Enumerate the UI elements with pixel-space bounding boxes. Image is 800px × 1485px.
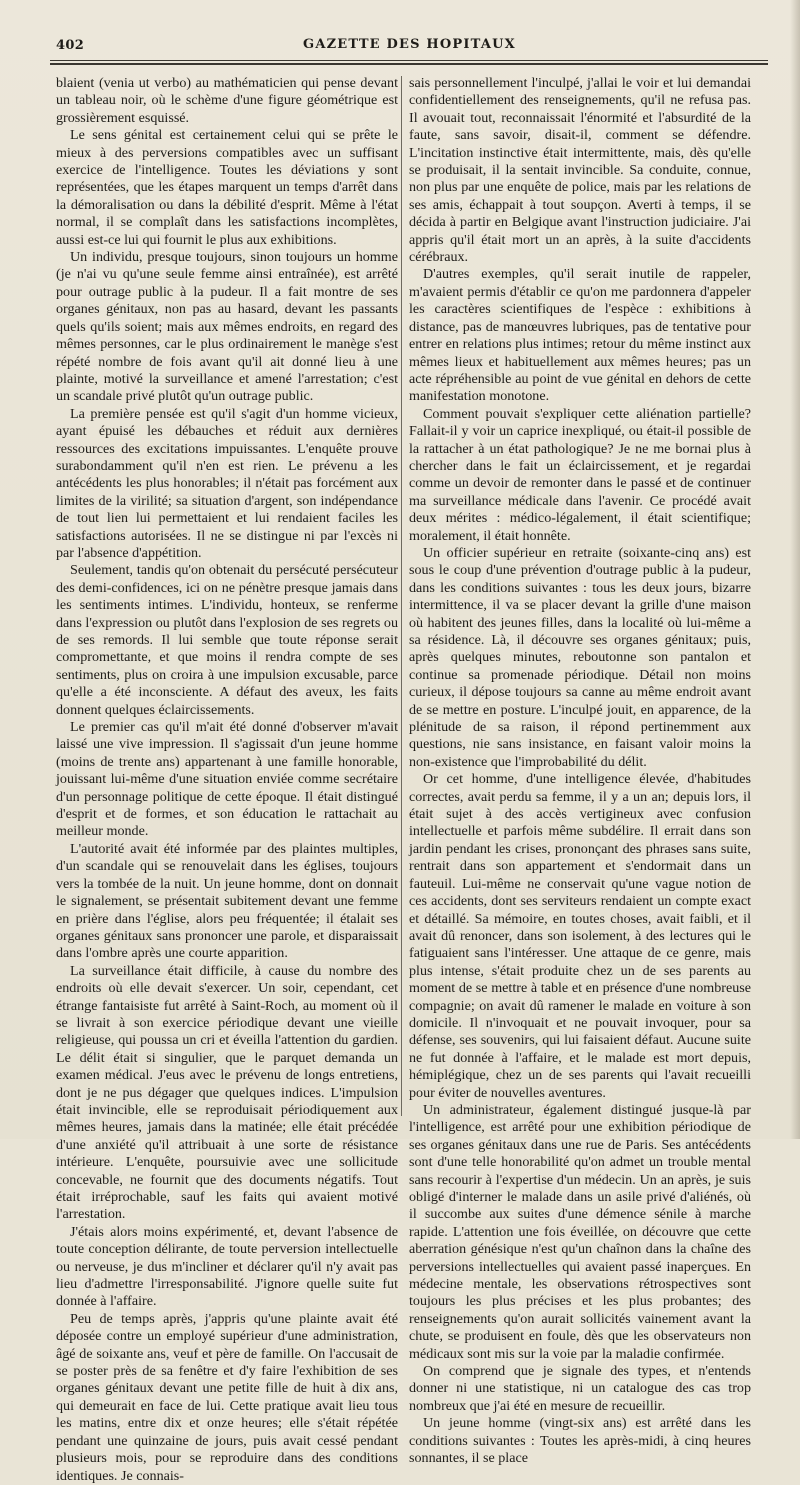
paragraph: Peu de temps après, j'appris qu'une plainte avait été déposée contre un employé supérieur d'une administration, âgé de soixante ans, veuf et père de famille. On l'accusait de se poster près de sa fenêtre et d'y faire l'exhibition de ses organes génitaux devant une petite fille de huit à dix ans, qui demeurait en face de lui. Cette pratique avait lieu tous les matins, entre dix et onze heures; elle s'était répétée pendant une quinzaine de jours, puis avait cessé pendant plusieurs mois, pour se reproduire dans des conditions identiques. Je connais- (56, 1310, 398, 1484)
left-column (56, 75, 398, 1484)
paragraph: Un jeune homme (vingt-six ans) est arrêté dans les conditions suivantes : Toutes les après-midi, à cinq heures sonnantes, il se place (409, 1415, 751, 1467)
paragraph: Comment pouvait s'expliquer cette aliénation partielle? Fallait-il y voir un caprice inexpliqué, ou était-il possible de la rattacher à un état pathologique? Je ne me bornai plus à chercher dans le fait un éclaircissement, et je regardai comme un devoir de remonter dans le passé et de continuer ma surveillance médicale dans l'avenir. Ce procédé avait deux mérites : médico-légalement, il était scientifique; moralement, il était honnête. (409, 405, 751, 544)
paragraph: La surveillance était difficile, à cause du nombre des endroits où elle devait s'exercer. Un soir, cependant, cet étrange fantaisiste fut arrêté à Saint-Roch, au moment où il se livrait à son exercice périodique devant une vieille religieuse, qui poussa un cri et éveilla l'attention du gardien. Le délit était si singulier, que le parquet demanda un examen médical. J'eus avec le prévenu de longs entretiens, dont je ne pus dégager que quelques indices. L'impulsion était invincible, elle se reproduisait périodiquement aux mêmes heures, jamais dans la matinée; elle était précédée d'une anxiété qu'il attribuait à une sorte de résistance intérieure. L'enquête, poursuivie avec une sollicitude concevable, ne fournit que des documents négatifs. Tout était irréprochable, sauf les faits qui avaient motivé l'arrestation. (56, 962, 398, 1223)
paragraph: Le sens génital est certainement celui qui se prête le mieux à des perversions compatibles avec un suffisant exercice de l'intelligence. Toutes les déviations y sont représentées, que les étapes marquent un temps d'arrêt dans la démoralisation ou dans la débilité d'esprit. Même à l'état normal, il se complaît dans les satisfactions incomplètes, aussi est-ce lui qui fournit le plus aux exhibitions. (56, 127, 398, 248)
page-header (52, 34, 767, 56)
header-rule-double (50, 63, 768, 65)
paragraph: blaient (venia ut verbo) au mathématicien qui pense devant un tableau noir, où le schème d'une figure géométrique est grossièrement esquissé. (56, 75, 398, 126)
paragraph: Un officier supérieur en retraite (soixante-cinq ans) est sous le coup d'une prévention d'outrage public à la pudeur, dans les conditions suivantes : tous les deux jours, bizarre intermittence, il va se placer devant la grille d'une maison où habitent des jeunes filles, dans la localité où lui-même a sa résidence. Là, il découvre ses organes génitaux; puis, après quelques minutes, reboutonne son pantalon et continue sa promenade périodique. Détail non moins curieux, il dépose toujours sa canne au même endroit avant de se mettre en posture. L'inculpé jouit, en apparence, de la plénitude de sa raison, il répond pertinemment aux questions, nie sans insistance, en faisant valoir moins la non-existence que l'improbabilité du délit. (409, 544, 751, 770)
paragraph: La première pensée est qu'il s'agit d'un homme vicieux, ayant épuisé les débauches et réduit aux dernières ressources des excitations impuissantes. L'enquête prouve surabondamment qu'il n'en est rien. Le prévenu a les antécédents les plus honorables; il n'était pas forcément aux limites de la virilité; sa situation d'argent, son indépendance de tout lien lui permettaient et lui rendaient faciles les satisfactions autorisées. Il ne se distingue ni par l'excès ni par l'absence d'appétition. (56, 405, 398, 561)
page-number: 402 (56, 38, 85, 53)
paragraph: Un individu, presque toujours, sinon toujours un homme (je n'ai vu qu'une seule femme ainsi entraînée), est arrêté pour outrage public à la pudeur. Il a fait montre de ses organes génitaux, non pas au hasard, devant les passants quels qu'ils soient; mais aux mêmes endroits, en regard des mêmes personnes, car le plus ordinairement le manège s'est répété nombre de fois avant qu'il ait donné lieu à une plainte, motivé la surveillance et amené l'arrestation; c'est un scandale privé plutôt qu'un outrage public. (56, 249, 398, 405)
paragraph: Un administrateur, également distingué jusque-là par l'intelligence, est arrêté pour une exhibition périodique de ses organes génitaux dans une rue de Paris. Ses antécédents sont d'une telle honorabilité qu'on admet un trouble mental sans recourir à l'expertise d'un médecin. Un an après, je suis obligé d'interner le malade dans un asile privé d'aliénés, où il succombe aux suites d'une démence sénile à marche rapide. L'attention une fois éveillée, on découvre que cette aberration génésique n'est qu'un chaînon dans la chaîne des perversions intellectuelles qui avaient passé inaperçues. En médecine mentale, les observations rétrospectives sont toujours les plus précises et les plus probantes; des renseignements qu'on aurait sollicités vainement avant la chute, se produisent en foule, dès que les observateurs non médicaux sont mis sur la voie par la maladie confirmée. (409, 1101, 751, 1362)
paragraph: J'étais alors moins expérimenté, et, devant l'absence de toute conception délirante, de toute perversion intellectuelle ou nerveuse, je dus m'incliner et déclarer qu'il n'y avait pas lieu d'admettre l'irresponsabilité. J'ignore quelle suite fut donnée à l'affaire. (56, 1223, 398, 1310)
right-column (409, 75, 751, 1467)
page-edge-shadow (790, 0, 800, 1139)
paragraph: Or cet homme, d'une intelligence élevée, d'habitudes correctes, avait perdu sa femme, il y a un an; depuis lors, il était sujet à des accès vertigineux avec confusion intellectuelle et parfois même subdélire. Il errait dans son jardin pendant les crises, prononçant des phrases sans suite, rentrait dans son appartement et s'endormait dans un fauteuil. Lui-même ne conservait qu'une vague notion de ces accidents, dont ses serviteurs rendaient un compte exact et détaillé. Sa mémoire, en toutes choses, avait faibli, et il avait dû renoncer, dans son isolement, à des lectures qui le fatiguaient sans l'intéresser. Une attaque de ce genre, mais plus intense, s'était produite chez un de ses parents au moment de se mettre à table et en présence d'une nombreuse compagnie; on avait dû ramener le malade en voiture à son domicile. Il n'invoquait et ne pouvait invoquer, pour sa défense, ses souvenirs, qui lui faisaient défaut. Aucune suite ne fut donnée à l'affaire, et le malade est mort depuis, hémiplégique, chez un de ses parents qui l'avait recueilli pour éviter de nouvelles aventures. (409, 771, 751, 1101)
paragraph: Seulement, tandis qu'on obtenait du persécuté persécuteur des demi-confidences, ici on ne pénètre presque jamais dans les sentiments intimes. L'individu, honteux, se renferme dans l'expression ou plutôt dans l'explosion de ses regrets ou de ses remords. Il lui semble que toute réponse serait compromettante, et que moins il rendra compte de ses sentiments, plus on croira à une impulsion excusable, parce qu'elle a été inconsciente. A défaut des aveux, les faits donnent quelques éclaircissements. (56, 562, 398, 718)
column-divider (401, 76, 402, 1116)
paragraph: D'autres exemples, qu'il serait inutile de rappeler, m'avaient permis d'établir ce qu'on me pardonnera d'appeler les caractères scientifiques de l'espèce : exhibitions à distance, pas de manœuvres lubriques, pas de tentative pour entrer en relations plus intimes; retour du même instinct aux mêmes lieux et habituellement aux mêmes heures; pas un acte répréhensible au point de vue génital en dehors de cette manifestation monotone. (409, 266, 751, 405)
journal-title: GAZETTE DES HOPITAUX (303, 37, 516, 52)
paragraph: On comprend que je signale des types, et n'entends donner ni une statistique, ni un catalogue des cas trop nombreux que j'ai été en mesure de recueillir. (409, 1363, 751, 1414)
paragraph: L'autorité avait été informée par des plaintes multiples, d'un scandale qui se renouvelait dans les églises, toujours vers la tombée de la nuit. Un jeune homme, dont on donnait le signalement, se présentait subitement devant une femme en prière dans l'église, alors peu fréquentée; il étalait ses organes génitaux sans prononcer une parole, et disparaissait dans l'ombre après une courte apparition. (56, 840, 398, 962)
paragraph: Le premier cas qu'il m'ait été donné d'observer m'avait laissé une vive impression. Il s'agissait d'un jeune homme (moins de trente ans) appartenant à une famille honorable, jouissant lui-même d'une situation enviée comme secrétaire d'un personnage politique de cette époque. Il était distingué d'esprit et de formes, et son éducation le rattachait au meilleur monde. (56, 719, 398, 840)
paragraph: sais personnellement l'inculpé, j'allai le voir et lui demandai confidentiellement des renseignements, qu'il ne refusa pas. Il avouait tout, reconnaissait l'énormité et l'absurdité de la faute, sans savoir, disait-il, comment se défendre. L'incitation instinctive était intermittente, mais, dès qu'elle se produisait, il la sentait invincible. Sa conduite, connue, non plus par une enquête de police, mais par les relations de ses amis, échappait à tout soupçon. Averti à temps, il se décida à partir en Belgique avant l'instruction judiciaire. J'ai appris qu'il était mort un an après, à la suite d'accidents cérébraux. (409, 75, 751, 266)
header-rule (50, 60, 768, 61)
